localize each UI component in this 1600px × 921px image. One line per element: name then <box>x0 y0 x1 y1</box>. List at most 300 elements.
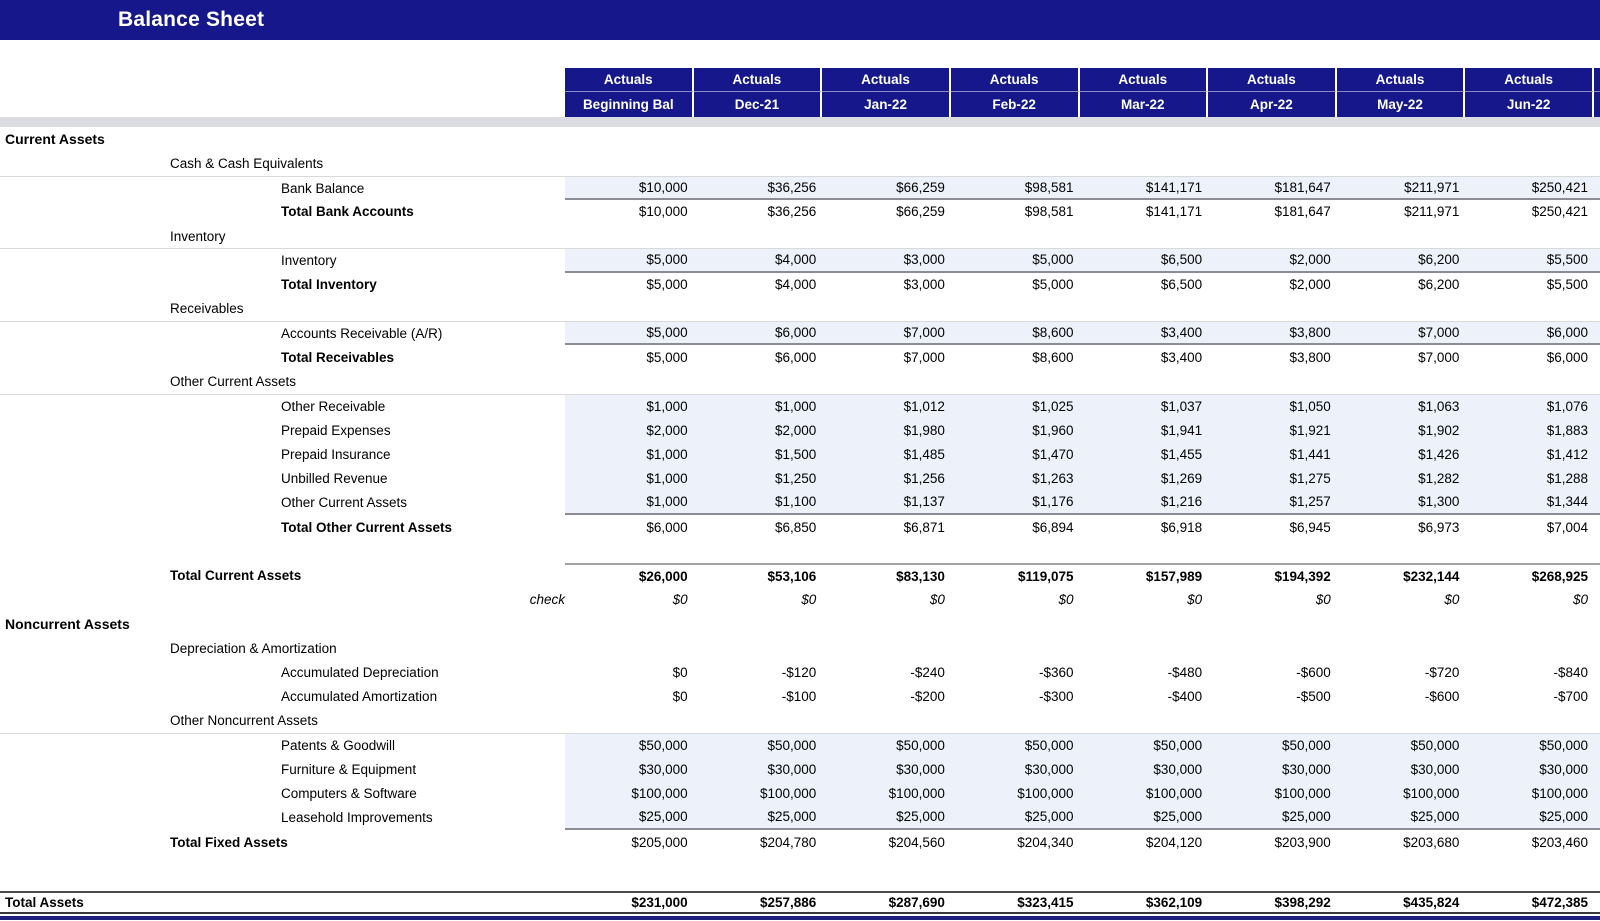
row-bank-balance-value-may-22[interactable]: $211,971 <box>1337 177 1466 200</box>
row-total-fixed-assets-value-may-22[interactable]: $203,680 <box>1403 834 1460 850</box>
col-header-actuals-may-22[interactable]: Actuals <box>1337 68 1466 92</box>
row-check-value-apr-22[interactable]: $0 <box>1315 592 1331 608</box>
row-other-noncurrent-assets-group-value-feb-22[interactable] <box>951 709 1080 733</box>
row-total-fixed-assets-value-dec-21[interactable]: $204,780 <box>759 834 817 850</box>
row-inventory-group-value-mar-22[interactable] <box>1080 224 1209 248</box>
row-noncurrent-assets-value-apr-22[interactable] <box>1208 612 1337 636</box>
row-other-receivable-label[interactable]: Other Receivable <box>281 398 386 414</box>
col-header-actuals-jun-22[interactable]: Actuals <box>1465 68 1594 92</box>
row-patents-goodwill-label[interactable]: Patents & Goodwill <box>281 738 396 754</box>
row-other-receivable-value-mar-22[interactable]: $1,037 <box>1080 395 1209 418</box>
row-cash-and-cash-equivalents <box>0 151 1600 175</box>
row-bank-balance-value-mar-22[interactable]: $141,171 <box>1080 177 1209 200</box>
row-computers-software-value-feb-22[interactable]: $100,000 <box>951 782 1080 806</box>
row-accounts-receivable-value-dec-21[interactable]: $6,000 <box>694 322 823 345</box>
row-other-receivable-value-dec-21[interactable]: $1,000 <box>694 395 823 418</box>
row-total-current-assets-value-feb-22[interactable]: $119,075 <box>951 563 1080 587</box>
col-header-actuals-beginning-bal[interactable]: Actuals <box>565 68 694 92</box>
row-other-current-assets-group-value-may-22[interactable] <box>1337 370 1466 394</box>
row-total-bank-accounts-overflow-cell <box>1594 200 1600 224</box>
row-accumulated-depreciation-value-mar-22[interactable]: -$480 <box>1167 664 1203 680</box>
col-header-actuals-dec-21[interactable]: Actuals <box>694 68 823 92</box>
col-header-dec-21[interactable]: Dec-21 <box>694 92 823 117</box>
row-current-assets-value-apr-22[interactable] <box>1208 127 1337 151</box>
row-total-current-assets-value-beginning-bal[interactable]: $26,000 <box>565 563 694 587</box>
row-cash-and-cash-equivalents-value-beginning-bal[interactable] <box>565 151 694 175</box>
row-computers-software-value-jun-22[interactable]: $100,000 <box>1465 782 1594 806</box>
col-header-jun-22[interactable]: Jun-22 <box>1465 92 1594 117</box>
row-inventory-group-value-dec-21[interactable] <box>694 224 823 248</box>
row-check-value-beginning-bal[interactable]: $0 <box>672 592 688 608</box>
row-inventory-group-value-beginning-bal[interactable] <box>565 224 694 248</box>
row-other-noncurrent-assets-group-label[interactable]: Other Noncurrent Assets <box>170 713 318 729</box>
row-furniture-equipment-label[interactable]: Furniture & Equipment <box>281 761 417 777</box>
row-total-inventory <box>0 273 1600 297</box>
row-other-noncurrent-assets-group-value-apr-22[interactable] <box>1208 709 1337 733</box>
row-current-assets-value-dec-21[interactable] <box>694 127 823 151</box>
row-total-inventory-label[interactable]: Total Inventory <box>281 277 377 293</box>
row-inventory-group-value-jan-22[interactable] <box>822 224 951 248</box>
row-leasehold-improvements-value-dec-21[interactable]: $25,000 <box>694 806 823 830</box>
row-other-noncurrent-assets-group-value-mar-22[interactable] <box>1080 709 1209 733</box>
row-total-current-assets-value-dec-21[interactable]: $53,106 <box>694 563 823 587</box>
row-other-receivable-value-beginning-bal[interactable]: $1,000 <box>565 395 694 418</box>
col-header-jan-22[interactable]: Jan-22 <box>822 92 951 117</box>
row-bank-balance-overflow-cell <box>1594 177 1600 200</box>
row-current-assets-value-beginning-bal[interactable] <box>565 127 694 151</box>
row-accumulated-amortization-value-beginning-bal[interactable]: $0 <box>672 689 688 705</box>
row-total-bank-accounts-value-jun-22[interactable]: $250,421 <box>1531 204 1588 220</box>
row-furniture-equipment-value-mar-22[interactable]: $30,000 <box>1080 757 1209 781</box>
row-accounts-receivable-value-jun-22[interactable]: $6,000 <box>1465 322 1594 345</box>
row-inventory-value-jun-22[interactable]: $5,500 <box>1465 249 1594 272</box>
row-depreciation-amortization-group-value-apr-22[interactable] <box>1208 636 1337 660</box>
row-furniture-equipment-value-beginning-bal[interactable]: $30,000 <box>565 757 694 781</box>
row-accumulated-depreciation-value-beginning-bal[interactable]: $0 <box>672 664 688 680</box>
col-header-actuals-feb-22[interactable]: Actuals <box>951 68 1080 92</box>
row-patents-goodwill-overflow-cell <box>1594 734 1600 757</box>
row-prepaid-insurance-value-beginning-bal[interactable]: $1,000 <box>565 442 694 466</box>
row-total-assets-value-dec-21[interactable]: $257,886 <box>759 895 817 911</box>
row-total-other-current-assets-value-feb-22[interactable]: $6,894 <box>1032 519 1074 535</box>
row-accumulated-depreciation-value-jun-22[interactable]: -$840 <box>1553 664 1588 680</box>
row-total-fixed-assets-label[interactable]: Total Fixed Assets <box>170 834 288 850</box>
row-cash-and-cash-equivalents-label[interactable]: Cash & Cash Equivalents <box>170 155 324 171</box>
row-inventory-value-dec-21[interactable]: $4,000 <box>694 249 823 272</box>
row-patents-goodwill-value-dec-21[interactable]: $50,000 <box>694 734 823 757</box>
row-total-current-assets-value-jun-22[interactable]: $268,925 <box>1465 563 1594 587</box>
row-total-fixed-assets-value-jun-22[interactable]: $203,460 <box>1531 834 1588 850</box>
row-depreciation-amortization-group-value-may-22[interactable] <box>1337 636 1466 660</box>
row-inventory-group-value-feb-22[interactable] <box>951 224 1080 248</box>
row-other-current-assets-value-jun-22[interactable]: $1,344 <box>1465 491 1594 515</box>
row-accounts-receivable-value-may-22[interactable]: $7,000 <box>1337 322 1466 345</box>
col-header-actuals-jan-22[interactable]: Actuals <box>822 68 951 92</box>
row-noncurrent-assets-value-beginning-bal[interactable] <box>565 612 694 636</box>
row-furniture-equipment-value-dec-21[interactable]: $30,000 <box>694 757 823 781</box>
row-cash-and-cash-equivalents-value-dec-21[interactable] <box>694 151 823 175</box>
row-other-current-assets-group-value-feb-22[interactable] <box>951 370 1080 394</box>
row-check-value-dec-21[interactable]: $0 <box>801 592 817 608</box>
row-bank-balance-value-jan-22[interactable]: $66,259 <box>822 177 951 200</box>
row-total-inventory-value-mar-22[interactable]: $6,500 <box>1160 277 1203 293</box>
row-furniture-equipment-value-apr-22[interactable]: $30,000 <box>1208 757 1337 781</box>
row-total-other-current-assets-value-jun-22[interactable]: $7,004 <box>1546 519 1588 535</box>
row-accumulated-amortization-value-jun-22[interactable]: -$700 <box>1553 689 1588 705</box>
row-inventory-value-jan-22[interactable]: $3,000 <box>822 249 951 272</box>
row-leasehold-improvements-value-jun-22[interactable]: $25,000 <box>1465 806 1594 830</box>
row-other-current-assets-value-may-22[interactable]: $1,300 <box>1337 491 1466 515</box>
row-other-receivable-value-jan-22[interactable]: $1,012 <box>822 395 951 418</box>
row-furniture-equipment-value-may-22[interactable]: $30,000 <box>1337 757 1466 781</box>
row-total-other-current-assets-value-jan-22[interactable]: $6,871 <box>903 519 945 535</box>
row-accumulated-amortization-value-mar-22[interactable]: -$400 <box>1167 689 1203 705</box>
row-inventory-group-label[interactable]: Inventory <box>170 228 226 244</box>
row-noncurrent-assets-value-mar-22[interactable] <box>1080 612 1209 636</box>
row-cash-and-cash-equivalents-value-feb-22[interactable] <box>951 151 1080 175</box>
row-bank-balance-value-jun-22[interactable]: $250,421 <box>1465 177 1594 200</box>
row-cash-and-cash-equivalents-value-apr-22[interactable] <box>1208 151 1337 175</box>
row-check-label[interactable]: check <box>529 592 565 608</box>
row-current-assets-value-may-22[interactable] <box>1337 127 1466 151</box>
row-total-current-assets-value-apr-22[interactable]: $194,392 <box>1208 563 1337 587</box>
row-receivables-group-value-jan-22[interactable] <box>822 297 951 321</box>
row-patents-goodwill-value-mar-22[interactable]: $50,000 <box>1080 734 1209 757</box>
row-bank-balance-value-beginning-bal[interactable]: $10,000 <box>565 177 694 200</box>
row-prepaid-insurance-label[interactable]: Prepaid Insurance <box>281 446 391 462</box>
row-total-assets-label[interactable]: Total Assets <box>5 895 84 911</box>
row-unbilled-revenue-value-jan-22[interactable]: $1,256 <box>822 467 951 491</box>
row-total-fixed-assets-value-apr-22[interactable]: $203,900 <box>1274 834 1331 850</box>
row-current-assets-value-jan-22[interactable] <box>822 127 951 151</box>
row-total-fixed-assets-value-feb-22[interactable]: $204,340 <box>1017 834 1074 850</box>
row-accounts-receivable-value-beginning-bal[interactable]: $5,000 <box>565 322 694 345</box>
row-accumulated-amortization-value-apr-22[interactable]: -$500 <box>1296 689 1331 705</box>
col-header-feb-22[interactable]: Feb-22 <box>951 92 1080 117</box>
row-other-receivable-value-feb-22[interactable]: $1,025 <box>951 395 1080 418</box>
row-receivables-group-value-beginning-bal[interactable] <box>565 297 694 321</box>
row-depreciation-amortization-group-value-dec-21[interactable] <box>694 636 823 660</box>
row-other-current-assets-value-feb-22[interactable]: $1,176 <box>951 491 1080 515</box>
row-total-receivables-value-beginning-bal[interactable]: $5,000 <box>646 349 688 365</box>
row-computers-software-value-jan-22[interactable]: $100,000 <box>822 782 951 806</box>
row-other-current-assets-value-jan-22[interactable]: $1,137 <box>822 491 951 515</box>
row-depreciation-amortization-group-value-jun-22[interactable] <box>1465 636 1594 660</box>
row-total-bank-accounts-value-jan-22[interactable]: $66,259 <box>896 204 945 220</box>
row-prepaid-insurance-value-apr-22[interactable]: $1,441 <box>1208 442 1337 466</box>
row-total-current-assets-value-mar-22[interactable]: $157,989 <box>1080 563 1209 587</box>
row-prepaid-expenses-value-jan-22[interactable]: $1,980 <box>822 418 951 442</box>
row-prepaid-expenses-value-jun-22[interactable]: $1,883 <box>1465 418 1594 442</box>
row-depreciation-amortization-group-value-feb-22[interactable] <box>951 636 1080 660</box>
row-depreciation-amortization-group <box>0 636 1600 660</box>
row-total-inventory-value-jan-22[interactable]: $3,000 <box>903 277 945 293</box>
row-computers-software-value-may-22[interactable]: $100,000 <box>1337 782 1466 806</box>
row-noncurrent-assets-value-feb-22[interactable] <box>951 612 1080 636</box>
row-accounts-receivable-value-apr-22[interactable]: $3,800 <box>1208 322 1337 345</box>
row-noncurrent-assets-value-may-22[interactable] <box>1337 612 1466 636</box>
col-header-actuals-apr-22[interactable]: Actuals <box>1208 68 1337 92</box>
row-inventory-group-value-jun-22[interactable] <box>1465 224 1594 248</box>
row-bank-balance-value-feb-22[interactable]: $98,581 <box>951 177 1080 200</box>
row-total-assets-value-feb-22[interactable]: $323,415 <box>1017 895 1074 911</box>
row-total-receivables-value-jun-22[interactable]: $6,000 <box>1546 349 1588 365</box>
row-unbilled-revenue-value-apr-22[interactable]: $1,275 <box>1208 467 1337 491</box>
row-inventory-group-value-may-22[interactable] <box>1337 224 1466 248</box>
row-check-value-may-22[interactable]: $0 <box>1444 592 1460 608</box>
row-total-inventory-value-jun-22[interactable]: $5,500 <box>1546 277 1588 293</box>
row-other-noncurrent-assets-group-value-jan-22[interactable] <box>822 709 951 733</box>
row-unbilled-revenue-value-dec-21[interactable]: $1,250 <box>694 467 823 491</box>
row-inventory-label[interactable]: Inventory <box>281 253 337 269</box>
row-leasehold-improvements-value-beginning-bal[interactable]: $25,000 <box>565 806 694 830</box>
row-total-inventory-value-feb-22[interactable]: $5,000 <box>1032 277 1074 293</box>
row-total-fixed-assets-value-beginning-bal[interactable]: $205,000 <box>631 834 688 850</box>
row-receivables-group-value-may-22[interactable] <box>1337 297 1466 321</box>
row-total-other-current-assets-value-may-22[interactable]: $6,973 <box>1418 519 1460 535</box>
row-total-bank-accounts-value-feb-22[interactable]: $98,581 <box>1024 204 1074 220</box>
row-total-assets-value-jan-22[interactable]: $287,690 <box>888 895 945 911</box>
row-total-bank-accounts-value-apr-22[interactable]: $181,647 <box>1274 204 1331 220</box>
row-accumulated-depreciation-label[interactable]: Accumulated Depreciation <box>281 664 439 680</box>
row-accumulated-depreciation-value-may-22[interactable]: -$720 <box>1424 664 1460 680</box>
row-noncurrent-assets-value-dec-21[interactable] <box>694 612 823 636</box>
row-total-other-current-assets-value-apr-22[interactable]: $6,945 <box>1289 519 1331 535</box>
row-current-assets-value-mar-22[interactable] <box>1080 127 1209 151</box>
row-depreciation-amortization-group-value-mar-22[interactable] <box>1080 636 1209 660</box>
row-prepaid-expenses-value-feb-22[interactable]: $1,960 <box>951 418 1080 442</box>
row-accumulated-amortization-value-jan-22[interactable]: -$200 <box>910 689 945 705</box>
row-other-noncurrent-assets-group-value-beginning-bal[interactable] <box>565 709 694 733</box>
col-header-apr-22[interactable]: Apr-22 <box>1208 92 1337 117</box>
row-leasehold-improvements-label[interactable]: Leasehold Improvements <box>281 810 433 826</box>
row-patents-goodwill-value-jan-22[interactable]: $50,000 <box>822 734 951 757</box>
row-other-receivable-value-may-22[interactable]: $1,063 <box>1337 395 1466 418</box>
row-other-noncurrent-assets-group-value-dec-21[interactable] <box>694 709 823 733</box>
row-accumulated-depreciation-value-dec-21[interactable]: -$120 <box>781 664 817 680</box>
row-check-value-mar-22[interactable]: $0 <box>1187 592 1203 608</box>
row-inventory-value-mar-22[interactable]: $6,500 <box>1080 249 1209 272</box>
row-prepaid-expenses-value-beginning-bal[interactable]: $2,000 <box>565 418 694 442</box>
row-other-current-assets-group-value-dec-21[interactable] <box>694 370 823 394</box>
row-computers-software-value-dec-21[interactable]: $100,000 <box>694 782 823 806</box>
row-cash-and-cash-equivalents-value-may-22[interactable] <box>1337 151 1466 175</box>
row-total-receivables-label[interactable]: Total Receivables <box>281 349 395 365</box>
row-cash-and-cash-equivalents-value-mar-22[interactable] <box>1080 151 1209 175</box>
row-current-assets-value-jun-22[interactable] <box>1465 127 1594 151</box>
row-total-current-assets-value-jan-22[interactable]: $83,130 <box>822 563 951 587</box>
row-accumulated-depreciation-value-feb-22[interactable]: -$360 <box>1038 664 1074 680</box>
row-total-bank-accounts-label[interactable]: Total Bank Accounts <box>281 204 414 220</box>
row-receivables-group-value-jun-22[interactable] <box>1465 297 1594 321</box>
row-check-value-jan-22[interactable]: $0 <box>929 592 945 608</box>
row-unbilled-revenue-value-beginning-bal[interactable]: $1,000 <box>565 467 694 491</box>
row-other-current-assets-group-value-jun-22[interactable] <box>1465 370 1594 394</box>
row-cash-and-cash-equivalents-value-jan-22[interactable] <box>822 151 951 175</box>
row-other-current-assets-value-mar-22[interactable]: $1,216 <box>1080 491 1209 515</box>
header-blank-cell <box>0 68 565 92</box>
row-noncurrent-assets-value-jan-22[interactable] <box>822 612 951 636</box>
row-accounts-receivable-value-jan-22[interactable]: $7,000 <box>822 322 951 345</box>
row-depreciation-amortization-group-label[interactable]: Depreciation & Amortization <box>170 640 337 656</box>
row-current-assets-label[interactable]: Current Assets <box>5 131 105 148</box>
row-bank-balance-value-apr-22[interactable]: $181,647 <box>1208 177 1337 200</box>
row-other-noncurrent-assets-group-value-may-22[interactable] <box>1337 709 1466 733</box>
row-total-receivables-value-dec-21[interactable]: $6,000 <box>774 349 817 365</box>
row-accumulated-amortization-label[interactable]: Accumulated Amortization <box>281 689 438 705</box>
row-accumulated-amortization-value-may-22[interactable]: -$600 <box>1424 689 1460 705</box>
row-furniture-equipment-value-jun-22[interactable]: $30,000 <box>1465 757 1594 781</box>
row-depreciation-amortization-group-value-beginning-bal[interactable] <box>565 636 694 660</box>
row-computers-software-label[interactable]: Computers & Software <box>281 786 417 802</box>
row-total-bank-accounts-value-may-22[interactable]: $211,971 <box>1404 204 1460 220</box>
row-total-inventory-value-beginning-bal[interactable]: $5,000 <box>646 277 688 293</box>
row-other-current-assets-group-value-mar-22[interactable] <box>1080 370 1209 394</box>
row-leasehold-improvements-value-jan-22[interactable]: $25,000 <box>822 806 951 830</box>
row-cash-and-cash-equivalents-value-jun-22[interactable] <box>1465 151 1594 175</box>
col-header-actuals-mar-22[interactable]: Actuals <box>1080 68 1209 92</box>
row-total-inventory-value-may-22[interactable]: $6,200 <box>1418 277 1460 293</box>
row-accounts-receivable <box>0 321 1600 345</box>
row-accumulated-amortization-value-dec-21[interactable]: -$100 <box>781 689 817 705</box>
row-total-fixed-assets-value-mar-22[interactable]: $204,120 <box>1145 834 1203 850</box>
row-other-current-assets-label[interactable]: Other Current Assets <box>281 495 408 511</box>
row-total-other-current-assets-value-dec-21[interactable]: $6,850 <box>774 519 817 535</box>
row-other-current-assets-group-label[interactable]: Other Current Assets <box>170 374 297 390</box>
row-current-assets-value-feb-22[interactable] <box>951 127 1080 151</box>
row-unbilled-revenue-value-feb-22[interactable]: $1,263 <box>951 467 1080 491</box>
row-patents-goodwill-value-beginning-bal[interactable]: $50,000 <box>565 734 694 757</box>
row-unbilled-revenue-value-jun-22[interactable]: $1,288 <box>1465 467 1594 491</box>
row-total-receivables-value-may-22[interactable]: $7,000 <box>1418 349 1460 365</box>
row-unbilled-revenue-label[interactable]: Unbilled Revenue <box>281 471 388 487</box>
row-patents-goodwill-value-jun-22[interactable]: $50,000 <box>1465 734 1594 757</box>
row-noncurrent-assets-label[interactable]: Noncurrent Assets <box>5 615 130 632</box>
row-bank-balance-value-dec-21[interactable]: $36,256 <box>694 177 823 200</box>
row-prepaid-expenses-value-may-22[interactable]: $1,902 <box>1337 418 1466 442</box>
row-other-current-assets-value-beginning-bal[interactable]: $1,000 <box>565 491 694 515</box>
row-leasehold-improvements-value-may-22[interactable]: $25,000 <box>1337 806 1466 830</box>
row-inventory-group-value-apr-22[interactable] <box>1208 224 1337 248</box>
col-header-mar-22[interactable]: Mar-22 <box>1080 92 1209 117</box>
row-leasehold-improvements-value-mar-22[interactable]: $25,000 <box>1080 806 1209 830</box>
row-prepaid-insurance-value-feb-22[interactable]: $1,470 <box>951 442 1080 466</box>
row-total-other-current-assets-value-mar-22[interactable]: $6,918 <box>1160 519 1203 535</box>
row-other-current-assets-group-value-jan-22[interactable] <box>822 370 951 394</box>
row-total-receivables <box>0 345 1600 369</box>
row-total-receivables-value-feb-22[interactable]: $8,600 <box>1032 349 1074 365</box>
row-total-bank-accounts-value-beginning-bal[interactable]: $10,000 <box>638 204 688 220</box>
row-total-assets-value-may-22[interactable]: $435,824 <box>1403 895 1460 911</box>
row-inventory-group-overflow-cell <box>1594 224 1600 248</box>
row-total-bank-accounts-value-mar-22[interactable]: $141,171 <box>1145 204 1203 220</box>
row-computers-software-value-apr-22[interactable]: $100,000 <box>1208 782 1337 806</box>
row-total-current-assets-value-may-22[interactable]: $232,144 <box>1337 563 1466 587</box>
row-prepaid-expenses-value-dec-21[interactable]: $2,000 <box>694 418 823 442</box>
row-inventory-value-feb-22[interactable]: $5,000 <box>951 249 1080 272</box>
row-inventory-value-beginning-bal[interactable]: $5,000 <box>565 249 694 272</box>
row-total-assets-value-beginning-bal[interactable]: $231,000 <box>631 895 688 911</box>
row-prepaid-insurance-value-may-22[interactable]: $1,426 <box>1337 442 1466 466</box>
row-total-other-current-assets-label[interactable]: Total Other Current Assets <box>281 519 453 535</box>
row-patents-goodwill-value-feb-22[interactable]: $50,000 <box>951 734 1080 757</box>
row-prepaid-insurance-value-jun-22[interactable]: $1,412 <box>1465 442 1594 466</box>
row-prepaid-insurance-value-mar-22[interactable]: $1,455 <box>1080 442 1209 466</box>
row-computers-software-value-mar-22[interactable]: $100,000 <box>1080 782 1209 806</box>
col-header-beginning-bal[interactable]: Beginning Bal <box>565 92 694 117</box>
row-total-current-assets-label[interactable]: Total Current Assets <box>170 567 302 583</box>
row-accounts-receivable-value-mar-22[interactable]: $3,400 <box>1080 322 1209 345</box>
row-total-other-current-assets-value-beginning-bal[interactable]: $6,000 <box>646 519 688 535</box>
row-other-current-assets-group-value-apr-22[interactable] <box>1208 370 1337 394</box>
row-prepaid-expenses-value-apr-22[interactable]: $1,921 <box>1208 418 1337 442</box>
row-total-inventory-value-apr-22[interactable]: $2,000 <box>1289 277 1331 293</box>
row-receivables-group-value-mar-22[interactable] <box>1080 297 1209 321</box>
col-header-may-22[interactable]: May-22 <box>1337 92 1466 117</box>
row-leasehold-improvements-value-feb-22[interactable]: $25,000 <box>951 806 1080 830</box>
row-prepaid-insurance-value-dec-21[interactable]: $1,500 <box>694 442 823 466</box>
row-patents-goodwill-value-apr-22[interactable]: $50,000 <box>1208 734 1337 757</box>
row-total-receivables-value-mar-22[interactable]: $3,400 <box>1160 349 1203 365</box>
row-other-receivable-value-apr-22[interactable]: $1,050 <box>1208 395 1337 418</box>
row-receivables-group-value-apr-22[interactable] <box>1208 297 1337 321</box>
row-total-assets-value-jun-22[interactable]: $472,385 <box>1531 895 1588 911</box>
row-total-assets-value-mar-22[interactable]: $362,109 <box>1145 895 1203 911</box>
row-bank-balance-label[interactable]: Bank Balance <box>281 180 365 196</box>
row-total-inventory-value-dec-21[interactable]: $4,000 <box>774 277 817 293</box>
row-prepaid-insurance-value-jan-22[interactable]: $1,485 <box>822 442 951 466</box>
row-accounts-receivable-value-feb-22[interactable]: $8,600 <box>951 322 1080 345</box>
row-leasehold-improvements-value-apr-22[interactable]: $25,000 <box>1208 806 1337 830</box>
row-prepaid-expenses-label[interactable]: Prepaid Expenses <box>281 422 391 438</box>
row-other-noncurrent-assets-group-value-jun-22[interactable] <box>1465 709 1594 733</box>
row-inventory-value-may-22[interactable]: $6,200 <box>1337 249 1466 272</box>
row-accounts-receivable-label[interactable]: Accounts Receivable (A/R) <box>281 326 443 342</box>
row-other-current-assets-group-value-beginning-bal[interactable] <box>565 370 694 394</box>
row-accumulated-amortization-value-feb-22[interactable]: -$300 <box>1038 689 1074 705</box>
row-other-current-assets-value-apr-22[interactable]: $1,257 <box>1208 491 1337 515</box>
row-noncurrent-assets-value-jun-22[interactable] <box>1465 612 1594 636</box>
row-total-receivables-value-apr-22[interactable]: $3,800 <box>1289 349 1331 365</box>
row-depreciation-amortization-group-value-jan-22[interactable] <box>822 636 951 660</box>
row-unbilled-revenue-value-may-22[interactable]: $1,282 <box>1337 467 1466 491</box>
row-receivables-group-value-feb-22[interactable] <box>951 297 1080 321</box>
row-prepaid-expenses-value-mar-22[interactable]: $1,941 <box>1080 418 1209 442</box>
row-total-assets-value-apr-22[interactable]: $398,292 <box>1274 895 1331 911</box>
row-patents-goodwill-value-may-22[interactable]: $50,000 <box>1337 734 1466 757</box>
row-other-receivable-value-jun-22[interactable]: $1,076 <box>1465 395 1594 418</box>
row-furniture-equipment-value-feb-22[interactable]: $30,000 <box>951 757 1080 781</box>
row-total-bank-accounts-value-dec-21[interactable]: $36,256 <box>767 204 817 220</box>
row-receivables-group-value-dec-21[interactable] <box>694 297 823 321</box>
row-check-value-jun-22[interactable]: $0 <box>1572 592 1588 608</box>
row-unbilled-revenue-value-mar-22[interactable]: $1,269 <box>1080 467 1209 491</box>
row-total-receivables-value-jan-22[interactable]: $7,000 <box>903 349 945 365</box>
row-computers-software-value-beginning-bal[interactable]: $100,000 <box>565 782 694 806</box>
row-receivables-group-label[interactable]: Receivables <box>170 301 244 317</box>
row-furniture-equipment-value-jan-22[interactable]: $30,000 <box>822 757 951 781</box>
row-furniture-equipment <box>0 757 1600 781</box>
row-total-fixed-assets-value-jan-22[interactable]: $204,560 <box>888 834 945 850</box>
row-other-noncurrent-assets-group <box>0 709 1600 733</box>
row-accumulated-depreciation-value-jan-22[interactable]: -$240 <box>910 664 945 680</box>
header-blank-cell <box>0 92 565 117</box>
row-check-value-feb-22[interactable]: $0 <box>1058 592 1074 608</box>
row-other-current-assets-value-dec-21[interactable]: $1,100 <box>694 491 823 515</box>
row-accumulated-depreciation-value-apr-22[interactable]: -$600 <box>1296 664 1331 680</box>
row-inventory-value-apr-22[interactable]: $2,000 <box>1208 249 1337 272</box>
row-other-noncurrent-assets-group-overflow-cell <box>1594 709 1600 733</box>
